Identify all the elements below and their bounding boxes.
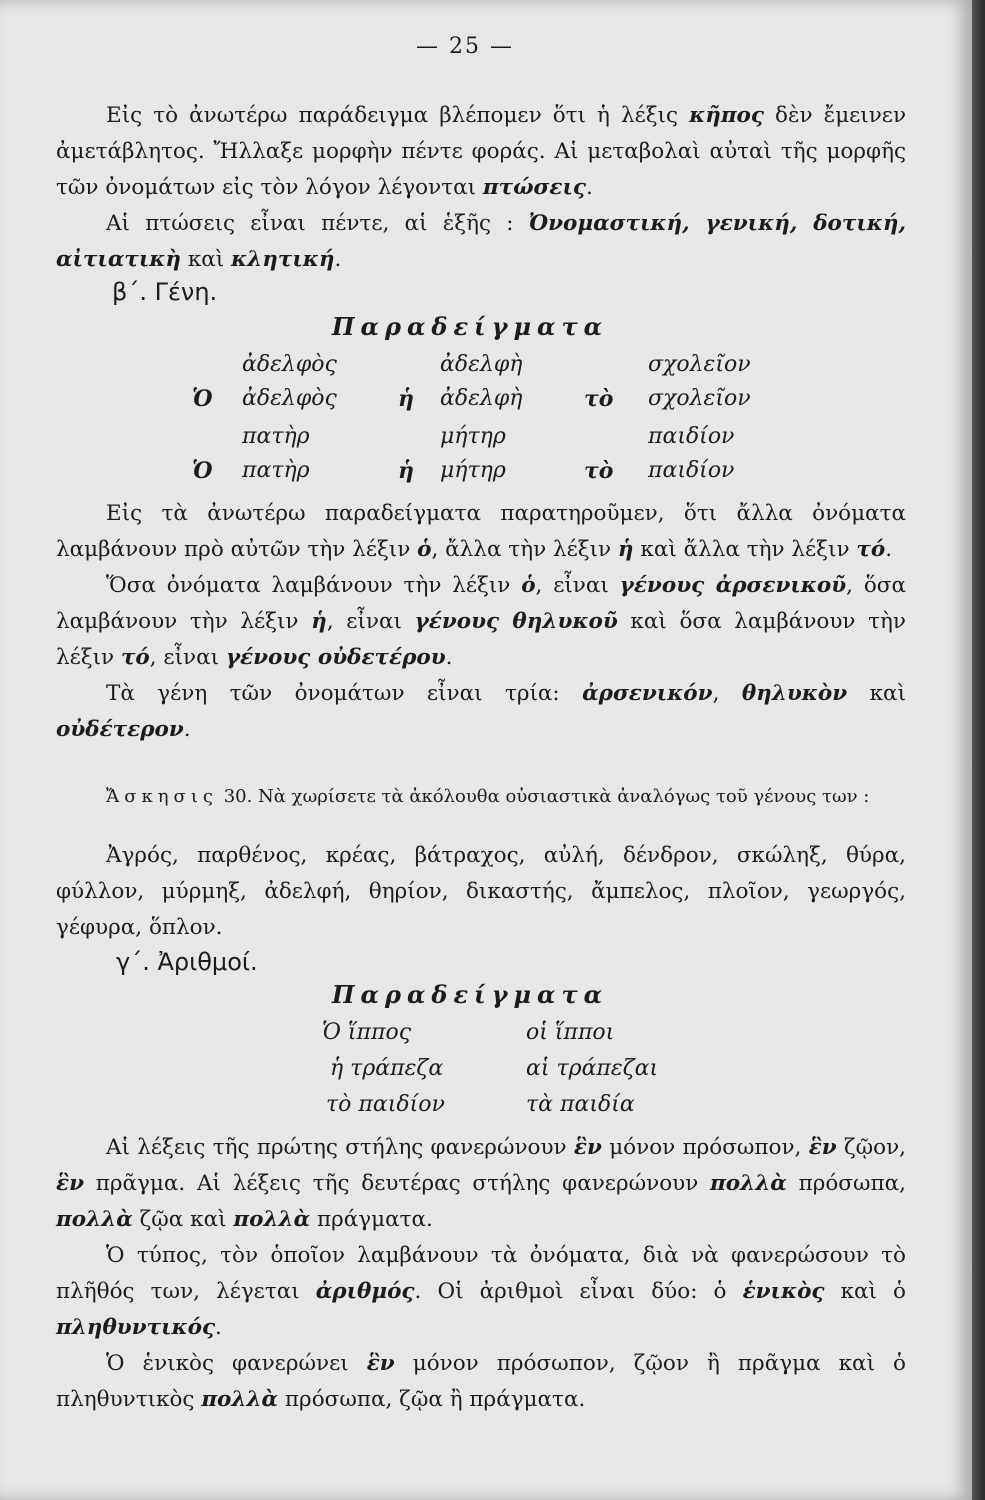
exercise-words-block: [56, 838, 906, 946]
article: ἡ: [398, 386, 414, 412]
number-paragraphs: [56, 1130, 906, 1418]
example-word: μήτηρ: [440, 458, 506, 483]
exercise-block: [56, 782, 906, 812]
examples-title-numbers: Παραδείγματα: [331, 980, 609, 1009]
paragraph-gender-rules: Ὅσα ὀνόματα λαμβάνουν τὴν λέξιν ὁ, εἶναι γένους ἀρσενικοῦ, ὅσα λαμβάνουν τὴν λέξιν ἡ, εἶναι γένους θηλυκοῦ καὶ ὅσα λαμβάνουν τὴν λέξιν τό, εἶναι γένους οὐδετέρου.: [56, 573, 906, 670]
example-word: παιδίον: [648, 458, 735, 483]
singular-example: τὸ παιδίον: [326, 1092, 445, 1117]
intro-paragraphs: [56, 98, 906, 278]
example-word: ἀδελφὴ: [440, 352, 523, 377]
plural-example: αἱ τράπεζαι: [526, 1056, 659, 1081]
paragraph-three-genders: Τὰ γένη τῶν ὀνομάτων εἶναι τρία: ἀρσενικόν, θηλυκὸν καὶ οὐδέτερον.: [56, 681, 906, 742]
exercise-instruction: Ἄσκησις 30. Νὰ χωρίσετε τὰ ἀκόλουθα οὐσιαστικὰ ἀναλόγως τοῦ γένους των :: [106, 786, 870, 807]
plural-example: τὰ παιδία: [526, 1092, 635, 1117]
singular-example: Ὁ ἵππος: [322, 1020, 412, 1045]
example-word: πατὴρ: [242, 458, 310, 483]
page-number: — 25 —: [416, 34, 514, 59]
examples-title-genders: Παραδείγματα: [331, 312, 609, 341]
example-word: ἀδελφὴ: [440, 386, 523, 411]
singular-example: ἡ τράπεζα: [330, 1056, 444, 1081]
section-heading-genders: β΄. Γένη.: [112, 278, 218, 306]
paragraph-singular-plural: Ὁ ἑνικὸς φανερώνει ἓν μόνον πρόσωπον, ζῷον ἢ πρᾶγμα καὶ ὁ πληθυντικὸς πολλὰ πρόσωπα, ζῷα ἢ πράγματα.: [56, 1351, 906, 1412]
article: Ὁ: [192, 386, 213, 412]
article: Ὁ: [192, 458, 213, 484]
book-spine-shadow: [972, 0, 985, 1500]
example-word: μήτηρ: [440, 424, 506, 449]
paragraph-columns: Αἱ λέξεις τῆς πρώτης στήλης φανερώνουν ἓν μόνον πρόσωπον, ἓν ζῷον, ἓν πρᾶγμα. Αἱ λέξεις τῆς δευτέρας στήλης φανερώνουν πολλὰ πρόσωπα, πολλὰ ζῷα καὶ πολλὰ πράγματα.: [56, 1135, 907, 1232]
example-word: παιδίον: [648, 424, 735, 449]
example-word: ἀδελφὸς: [242, 352, 337, 377]
example-word: σχολεῖον: [648, 352, 751, 377]
article: ἡ: [398, 458, 414, 484]
example-word: σχολεῖον: [648, 386, 751, 411]
paragraph-articles: Εἰς τὰ ἀνωτέρω παραδείγματα παρατηροῦμεν, ὅτι ἄλλα ὀνόματα λαμβάνουν πρὸ αὐτῶν τὴν λέξιν ὁ, ἄλλα τὴν λέξιν ἡ καὶ ἄλλα τὴν λέξιν τό.: [56, 501, 906, 562]
article: τὸ: [584, 386, 614, 412]
section-heading-numbers: γ΄. Ἀριθμοί.: [116, 948, 258, 976]
example-word: πατὴρ: [242, 424, 310, 449]
paragraph-number-definition: Ὁ τύπος, τὸν ὁποῖον λαμβάνουν τὰ ὀνόματα, διὰ νὰ φανερώσουν τὸ πλῆθός των, λέγεται ἀριθμός. Οἱ ἀριθμοὶ εἶναι δύο: ὁ ἑνικὸς καὶ ὁ πληθυντικός.: [56, 1243, 907, 1340]
paragraph-cases-list: Αἱ πτώσεις εἶναι πέντε, αἱ ἑξῆς : Ὀνομαστική, γενική, δοτική, αἰτιατικὴ καὶ κλητική.: [56, 211, 906, 272]
exercise-words: Ἀγρός, παρθένος, κρέας, βάτραχος, αὐλή, δένδρον, σκώληξ, θύρα, φύλλον, μύρμηξ, ἀδελφή, θηρίον, δικαστής, ἄμπελος, πλοῖον, γεωργός, γέφυρα, ὅπλον.: [56, 843, 906, 940]
article: τὸ: [584, 458, 614, 484]
plural-example: οἱ ἵπποι: [526, 1020, 615, 1045]
example-word: ἀδελφὸς: [242, 386, 337, 411]
gender-paragraphs: [56, 496, 906, 748]
paragraph-cases-intro: Εἰς τὸ ἀνωτέρω παράδειγμα βλέπομεν ὅτι ἡ λέξις κῆπος δὲν ἔμεινεν ἀμετάβλητος. Ἤλλαξε μορφὴν πέντε φοράς. Αἱ μεταβολαὶ αὐταὶ τῆς μορφῆς τῶν ὀνομάτων εἰς τὸν λόγον λέγονται πτώσεις.: [56, 103, 907, 200]
